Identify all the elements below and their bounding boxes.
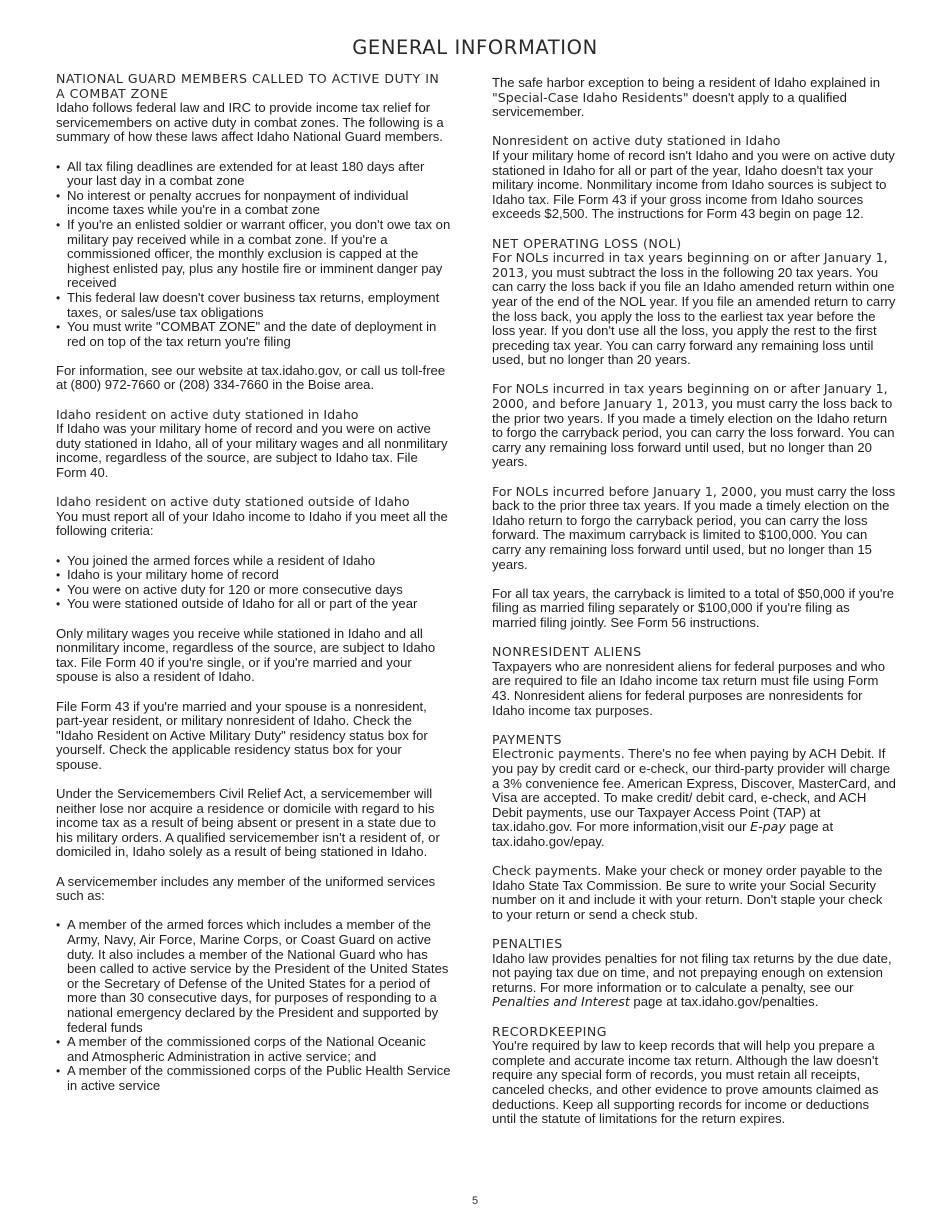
only-military-text: Only military wages you receive while stationed in Idaho and all nonmilitary income, regardless of the source, are subject to Idaho tax. File Form 40 if you're single, or if you're married and your spouse is also a resident of Idaho. [56, 625, 436, 685]
penalties-page-ref: Penalties and Interest [492, 994, 630, 1010]
list-item: • This federal law doesn't cover business tax returns, employment taxes, or sales/use tax obligations [67, 291, 451, 320]
list-item: • A member of the commissioned corps of the National Oceanic and Atmospheric Administration in active service; and [67, 1035, 451, 1064]
resident-in-heading: Idaho resident on active duty stationed in Idaho [56, 406, 359, 422]
safe-harbor-ref: "Special-Case Idaho Residents" [492, 89, 689, 105]
penalties-text: Idaho law provides penalties for not filing tax returns by the due date, not paying tax due on time, and not prepaying enough on extension returns. For more information or to calculate a penalty, see our Penalties and Interest page at tax.idaho.gov/penalties. [492, 950, 892, 1010]
resident-out-text: You must report all of your Idaho income to Idaho if you meet all the following criteria: [56, 508, 448, 539]
scra-text: Under the Servicemembers Civil Relief Act, a servicemember will neither lose nor acquire a residence or domicile with regard to his income tax as a result of being absent or present in a state due to his military orders. A qualified servicemember isn't a resident of, or domiciled in, Idaho solely as a result of being stationed in Idaho. [56, 786, 440, 860]
recordkeeping-heading: RECORDKEEPING [492, 1023, 608, 1039]
nonresident-aliens-heading: NONRESIDENT ALIENS [492, 644, 642, 660]
guard-intro: Idaho follows federal law and IRC to provide income tax relief for servicemembers on active duty in combat zones. The following is a summary of how these laws affect Idaho National Guard members. [56, 100, 444, 145]
nol-pre2000-heading: For NOLs incurred before January 1, 2000, [492, 483, 757, 499]
penalties-heading: PENALTIES [492, 936, 563, 952]
recordkeeping-text: You're required by law to keep records that will help you prepare a complete and accurate income tax return. Although the law doesn't require any special form of records, you must retain all receipts, canceled checks, and other evidence to prove amounts claimed as deductions. Keep all supporting records for income or deductions until the statute of limitations for the return expires. [492, 1038, 879, 1127]
right-column [492, 76, 896, 1141]
list-item: • No interest or penalty accrues for nonpayment of individual income taxes while you're in a combat zone [67, 189, 451, 218]
resident-in-text: If Idaho was your military home of record and you were on active duty stationed in Idaho, all of your military wages and all nonmilitary income, regardless of the source, are subject to Idaho tax. File Form 40. [56, 421, 448, 481]
nol-pre2000-text: For NOLs incurred before January 1, 2000, you must carry the loss back to the prior three tax years. If you made a timely election on the Idaho return to forgo the carryback period, you can carry the loss forward. The maximum carryback is limited to $100,000. You can carry any remaining loss forward until used, but no longer than 15 years. [492, 483, 896, 572]
electronic-payments-label: Electronic payments. [492, 746, 625, 762]
resident-out-heading: Idaho resident on active duty stationed outside of Idaho [56, 494, 410, 510]
nol-2013-text: For NOLs incurred in tax years beginning on or after January 1, 2013, you must subtract the loss in the following 20 tax years. You can carry the loss back if you file an Idaho amended return within one year of the end of the NOL year. If you file an amended return to carry the loss back, you apply the loss to the earliest tax year before the loss year. If you don't use all the loss, you apply the rest to the first preceding tax year. You can carry forward any remaining loss until used, but no longer than 20 years. [492, 250, 896, 368]
list-item: • If you're an enlisted soldier or warrant officer, you don't owe tax on military pay received while in a combat zone. If you're a commissioned officer, the monthly exclusion is capped at the highest enlisted pay, plus any hostile fire or imminent danger pay received [67, 218, 451, 291]
page-title: GENERAL INFORMATION [352, 36, 598, 59]
guard-heading: NATIONAL GUARD MEMBERS CALLED TO ACTIVE DUTY IN A COMBAT ZONE [56, 71, 440, 101]
nol-2000-text: For NOLs incurred in tax years beginning on or after January 1, 2000, and before January 1, 2013, you must carry the loss back to the prior two years. If you made a timely election on the Idaho return to forgo the carryback period, you can carry the loss forward. You can carry any remaining loss forward until used, but no longer than 20 years. [492, 381, 895, 470]
list-item: • Idaho is your military home of record [67, 568, 451, 583]
nol-heading: NET OPERATING LOSS (NOL) [492, 235, 682, 251]
nonresident-text: If your military home of record isn't Idaho and you were on active duty stationed in Idaho for all or part of the year, Idaho doesn't tax your military income. Nonmilitary income from Idaho sources is subject to Idaho tax. File Form 43 if your gross income from Idaho sources exceeds $2,500. The instructions for Form 43 begin on page 12. [492, 147, 895, 222]
nonresident-heading: Nonresident on active duty stationed in Idaho [492, 133, 781, 149]
nonresident-aliens-text: Taxpayers who are nonresident aliens for federal purposes and who are required to file an Idaho income tax return must file using Form 43. Nonresident aliens for federal purposes are nonresidents for Idaho income tax purposes. [492, 658, 886, 718]
nol-2013-heading: For NOLs incurred in tax years beginning on or after January 1, 2013, [492, 250, 888, 280]
form43-text: File Form 43 if you're married and your spouse is a nonresident, part-year resident, or military nonresident of Idaho. Check the "Idaho Resident on Active Military Duty" residency status box for yourself. Check the applicable residency status box for your spouse. [56, 698, 428, 772]
page-number: 5 [471, 1195, 479, 1207]
epay-page-ref: E-pay [750, 819, 786, 835]
servicemember-intro: A servicemember includes any member of the uniformed services such as: [56, 873, 436, 904]
nol-limit-text: For all tax years, the carryback is limited to a total of $50,000 if you're filing as married filing separately or $100,000 if you're filing as married filing jointly. See Form 56 instructions. [492, 585, 895, 630]
list-item: • You joined the armed forces while a resident of Idaho [67, 554, 451, 569]
safe-harbor-text: The safe harbor exception to being a resident of Idaho explained in "Special-Case Idaho Residents" doesn't apply to a qualified servicemember. [492, 75, 880, 120]
list-item: • A member of the commissioned corps of the Public Health Service in active service [67, 1064, 451, 1093]
guard-info: For information, see our website at tax.idaho.gov, or call us toll-free at (800) 972-7660 or (208) 334-7660 in the Boise area. [56, 362, 446, 393]
nol-2000-heading: For NOLs incurred in tax years beginning on or after January 1, 2000, and before January 1, 2013, [492, 381, 888, 412]
guard-bullets [56, 160, 451, 350]
check-payments-label: Check payments. [492, 863, 602, 879]
servicemember-bullets [56, 918, 451, 1093]
list-item: • A member of the armed forces which includes a member of the Army, Navy, Air Force, Marine Corps, or Coast Guard on active duty. It also includes a member of the National Guard who has been called to active service by the President of the United States or the Secretary of Defense of the United States for a period of more than 30 consecutive days, for purposes of responding to a national emergency declared by the President and supported by federal funds [67, 918, 451, 1035]
electronic-payments-text: Electronic payments. There's no fee when paying by ACH Debit. If you pay by credit card or e-check, our third-party provider will charge a 3% convenience fee. American Express, Discover, MasterCard, and Visa are accepted. To make credit/ debit card, e-check, and ACH Debit payments, use our Taxpayer Access Point (TAP) at tax.idaho.gov. For more information,visit our E-pay page at tax.idaho.gov/epay. [492, 746, 896, 849]
list-item: • You were stationed outside of Idaho for all or part of the year [67, 597, 451, 612]
resident-out-bullets [56, 554, 451, 612]
left-column [56, 72, 451, 1108]
check-payments-text: Check payments. Make your check or money order payable to the Idaho State Tax Commission. Be sure to write your Social Security number on it and include it with your return. Don't staple your check to your return or send a check stub. [492, 863, 883, 922]
payments-heading: PAYMENTS [492, 731, 563, 747]
list-item: • You were on active duty for 120 or more consecutive days [67, 583, 451, 598]
list-item: • You must write "COMBAT ZONE" and the date of deployment in red on top of the tax return you're filing [67, 320, 451, 349]
list-item: • All tax filing deadlines are extended for at least 180 days after your last day in a combat zone [67, 160, 451, 189]
